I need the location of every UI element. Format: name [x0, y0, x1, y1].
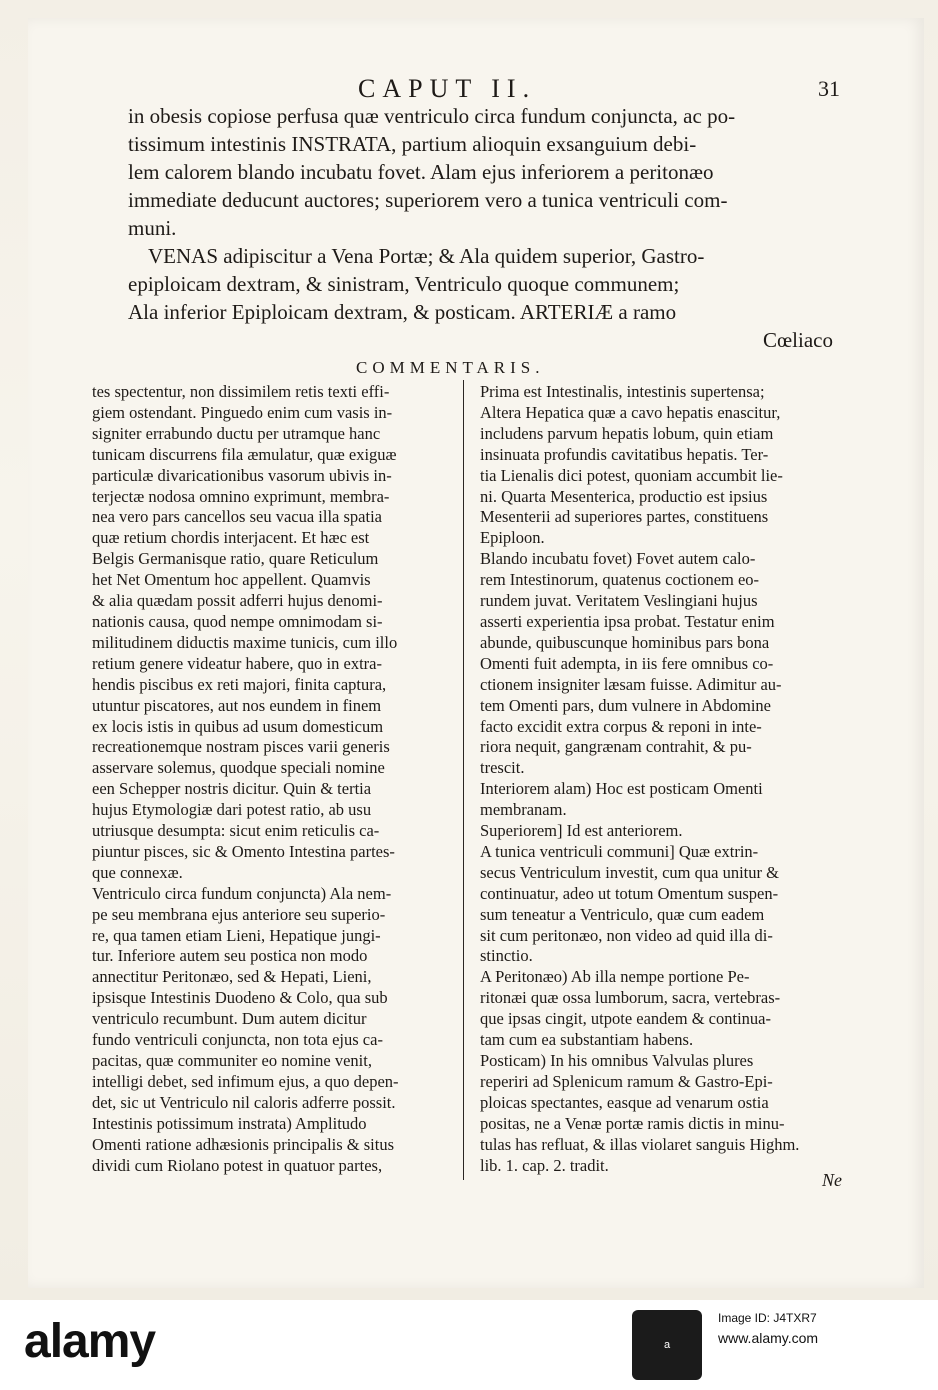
right-column-line: ploicas spectantes, easque ad venarum ostia	[480, 1092, 769, 1112]
right-column-line: Superiorem] Id est anteriorem.	[480, 821, 683, 841]
right-column-line: positas, ne a Venæ portæ ramis dictis in minu-	[480, 1113, 785, 1133]
right-column-line: asserti experientia ipsa probat. Testatur enim	[480, 611, 775, 631]
left-column-line: nationis causa, quod nempe omnimodam si-	[92, 611, 383, 631]
left-column-line: hendis piscibus ex reti majori, finita captura,	[92, 674, 387, 694]
main-text-line: epiploicam dextram, & sinistram, Ventriculo quoque communem;	[128, 272, 680, 296]
right-column-line: insinuata profundis cavitatibus hepatis. Ter-	[480, 444, 769, 464]
left-column-line: que connexæ.	[92, 862, 183, 882]
main-text-line: muni.	[128, 216, 177, 240]
right-column-line: tia Lienalis dici potest, quoniam accumbit lie-	[480, 465, 783, 485]
left-column-line: Omenti ratione adhæsionis principalis & situs	[92, 1134, 395, 1154]
main-text-line: in obesis copiose perfusa quæ ventriculo circa fundum conjuncta, ac po-	[128, 104, 736, 128]
right-column-line: rundem juvat. Veritatem Veslingiani hujus	[480, 591, 758, 611]
left-column-line: tur. Inferiore autem seu postica non modo	[92, 946, 368, 966]
main-text-line: tissimum intestinis INSTRATA, partium alioquin exsanguium debi-	[128, 132, 697, 156]
left-column-line: een Schepper nostris dicitur. Quin & tertia	[92, 779, 372, 799]
alamy-badge-icon: a	[632, 1310, 702, 1380]
catchword: Ne	[822, 1170, 842, 1190]
right-column-line: riora nequit, gangrænam contrahit, & pu-	[480, 737, 752, 757]
right-column-line: A Peritonæo) Ab illa nempe portione Pe-	[480, 967, 750, 987]
right-column-line: sit cum peritonæo, non video ad quid illa di-	[480, 925, 773, 945]
watermark-bar	[0, 1300, 938, 1390]
right-column-line: A tunica ventriculi communi] Quæ extrin-	[480, 841, 759, 861]
left-column-line: retium genere videatur habere, quo in extra-	[92, 653, 382, 673]
right-column-line: reperiri ad Splenicum ramum & Gastro-Epi-	[480, 1071, 773, 1091]
right-column-line: Epiploon.	[480, 528, 545, 548]
left-column-line: Intestinis potissimum instrata) Amplitudo	[92, 1113, 367, 1133]
right-column-line: continuatur, adeo ut totum Omentum suspen-	[480, 883, 779, 903]
left-column-line: tes spectentur, non dissimilem retis texti effi-	[92, 382, 390, 401]
right-column-line: facto excidit extra corpus & reponi in inte-	[480, 716, 762, 736]
left-column-line: militudinem diductis maxime tunicis, cum illo	[92, 632, 398, 652]
right-column-line: membranam.	[480, 800, 567, 820]
main-text-line: immediate deducunt auctores; superiorem vero a tunica ventriculi com-	[128, 188, 728, 212]
left-column-line: utriusque desumpta: sicut enim reticulis ca-	[92, 821, 380, 841]
main-text-line: Ala inferior Epiploicam dextram, & posticam. ARTERIÆ a ramo	[128, 300, 677, 324]
right-column-line: Posticam) In his omnibus Valvulas plures	[480, 1051, 754, 1070]
right-column-line: Prima est Intestinalis, intestinis supertensa;	[480, 382, 765, 401]
left-column-line: utuntur piscatores, aut nos eundem in finem	[92, 695, 382, 715]
watermark-meta	[718, 1308, 928, 1348]
right-column-line: que ipsas cingit, utpote eandem & continua-	[480, 1009, 771, 1029]
left-column-line: annectitur Peritonæo, sed & Hepati, Lieni,	[92, 967, 372, 987]
left-column-line: quæ retium chordis interjacent. Et hæc est	[92, 528, 370, 548]
image-id: Image ID: J4TXR7	[718, 1311, 817, 1325]
left-column-line: ventriculo recumbunt. Dum autem dicitur	[92, 1009, 367, 1029]
left-column-line: piuntur pisces, sic & Omento Intestina partes-	[92, 841, 395, 861]
right-column-line: secus Ventriculum investit, cum qua unitur &	[480, 862, 779, 882]
left-column-line: pacitas, quæ communiter eo nomine venit,	[92, 1051, 372, 1070]
right-column-line: ritonæi quæ ossa lumborum, sacra, vertebras-	[480, 988, 781, 1008]
right-column-line: trescit.	[480, 758, 525, 778]
left-column-line: particulæ divaricationibus vasorum ubivis in-	[92, 465, 392, 485]
main-text-line: lem calorem blando incubatu fovet. Alam ejus inferiorem a peritonæo	[128, 160, 714, 184]
left-column-line: pe seu membrana ejus anteriore seu superio-	[92, 904, 386, 924]
left-column-line: ex locis istis in quibus ad usum domesticum	[92, 716, 384, 736]
right-column-line: sum teneatur a Ventriculo, quæ cum eadem	[480, 904, 765, 924]
left-column-line: dividi cum Riolano potest in quatuor partes,	[92, 1155, 383, 1175]
main-text-line: VENAS adipiscitur a Vena Portæ; & Ala quidem superior, Gastro-	[148, 244, 705, 268]
right-column-line: stinctio.	[480, 946, 533, 966]
left-column-line: het Net Omentum hoc appellent. Quamvis	[92, 570, 371, 590]
right-column-line: ctionem insigniter læsam fuisse. Adimitur au-	[480, 674, 782, 694]
right-column-line: rem Intestinorum, quatenus coctionem eo-	[480, 570, 760, 590]
page-number: 31	[818, 76, 840, 101]
right-column-line: Altera Hepatica quæ a cavo hepatis enascitur,	[480, 402, 781, 422]
commentaris-heading: COMMENTARIS.	[356, 358, 545, 377]
left-column-line: re, qua tamen etiam Lieni, Hepatique jungi-	[92, 925, 381, 945]
left-column-line: det, sic ut Ventriculo nil caloris adferre possit.	[92, 1092, 396, 1112]
left-column-line: fundo ventriculi conjuncta, non tota ejus ca-	[92, 1030, 383, 1050]
left-column-line: terjectæ nodosa omnino exprimunt, membra-	[92, 486, 390, 506]
left-column-line: tunicam discurrens fila æmulatur, quæ exiguæ	[92, 444, 397, 464]
right-column-line: lib. 1. cap. 2. tradit.	[480, 1155, 609, 1175]
left-column-line: signiter errabundo ductu per utramque hanc	[92, 423, 381, 443]
left-column-line: giem ostendant. Pinguedo enim cum vasis in-	[92, 402, 393, 422]
left-column-line: asservare solemus, quodque speciali nomine	[92, 758, 385, 778]
left-column-line: ipsisque Intestinis Duodeno & Colo, qua sub	[92, 988, 388, 1008]
watermark-url: www.alamy.com	[718, 1330, 819, 1346]
right-column-line: ni. Quarta Mesenterica, productio est ipsius	[480, 486, 768, 506]
right-column-line: Blando incubatu fovet) Fovet autem calo-	[480, 549, 756, 569]
left-column	[92, 382, 458, 1176]
left-column-line: Belgis Germanisque ratio, quare Reticulum	[92, 549, 379, 569]
right-column-line: Interiorem alam) Hoc est posticam Omenti	[480, 779, 763, 799]
left-column-line: intelligi debet, sed infimum ejus, a quo depen-	[92, 1071, 399, 1091]
main-text-line: Cœliaco	[763, 328, 833, 352]
left-column-line: nea vero pars cancellos seu vacua illa spatia	[92, 507, 382, 527]
right-column-line: tulas has refluat, & illas violaret sanguis Highm.	[480, 1134, 800, 1154]
left-column-line: Ventriculo circa fundum conjuncta) Ala nem-	[92, 883, 392, 903]
right-column-line: Mesenterii ad superiores partes, constituens	[480, 507, 769, 527]
left-column-line: hujus Etymologiæ dari potest ratio, ab usu	[92, 800, 372, 820]
right-column	[480, 382, 850, 1176]
column-divider	[463, 380, 464, 1180]
right-column-line: includens parvum hepatis lobum, quin etiam	[480, 423, 774, 443]
alamy-logo: alamy	[24, 1315, 156, 1368]
page-title: CAPUT II.	[358, 74, 537, 103]
right-column-line: tem Omenti pars, dum vulnere in Abdomine	[480, 695, 771, 715]
right-column-line: tam cum ea substantiam habens.	[480, 1030, 694, 1050]
right-column-line: abunde, quibuscunque hominibus pars bona	[480, 632, 770, 652]
right-column-line: Omenti fuit adempta, in iis fere omnibus co-	[480, 653, 774, 673]
left-column-line: recreationemque nostram pisces varii generis	[92, 737, 390, 757]
book-page	[28, 18, 924, 1288]
left-column-line: & alia quædam possit adferri hujus denomi-	[92, 591, 383, 611]
